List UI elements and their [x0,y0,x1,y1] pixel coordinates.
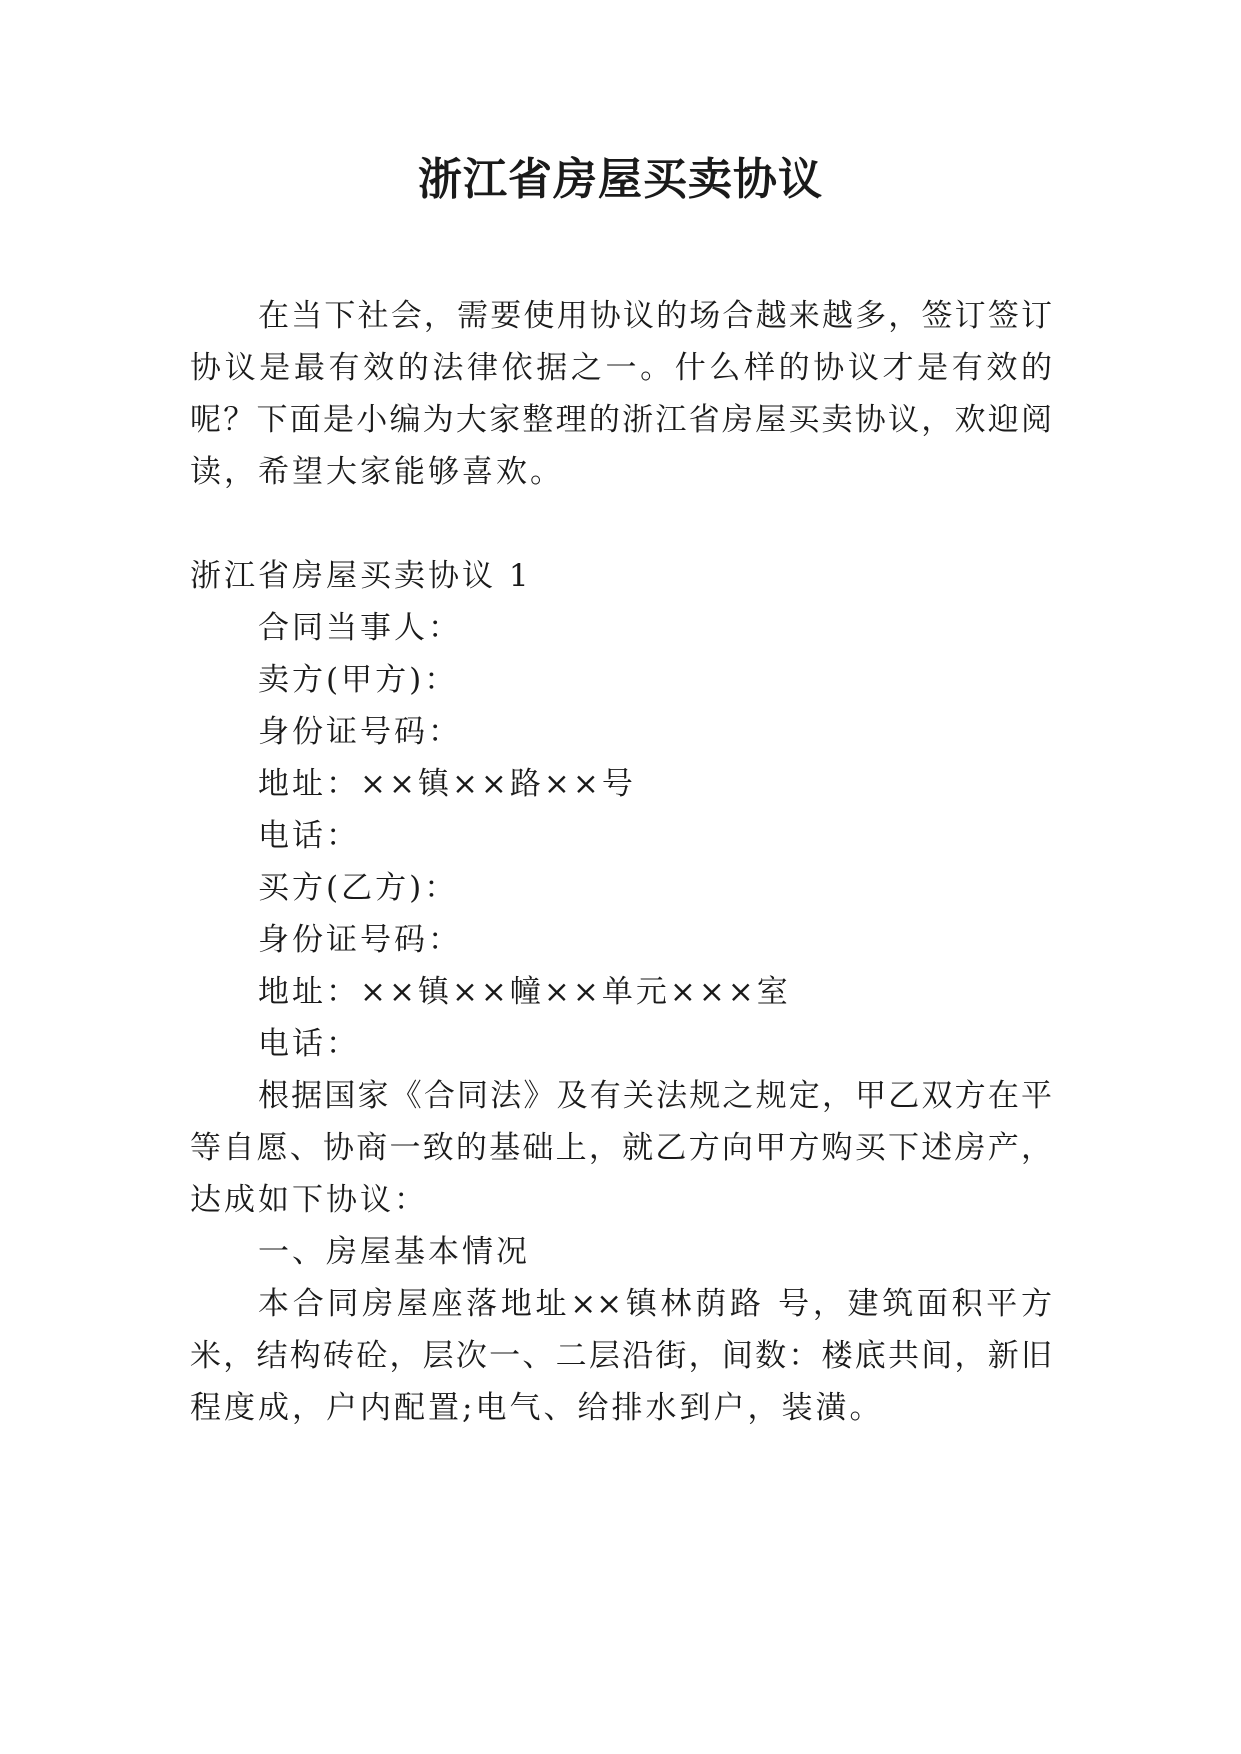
clause-1-heading: 一、房屋基本情况 [258,1234,530,1270]
intro-line-2: 协议是最有效的法律依据之一。什么样的协议才是有效的 [190,350,1052,386]
preamble-line-3: 达成如下协议： [190,1182,428,1218]
intro-line-3: 呢？下面是小编为大家整理的浙江省房屋买卖协议，欢迎阅 [190,402,1052,438]
buyer-label: 买方(乙方)： [258,870,459,906]
intro-line-4: 读，希望大家能够喜欢。 [190,454,564,490]
seller-id-label: 身份证号码： [258,714,462,750]
section-heading: 浙江省房屋买卖协议 1 [190,558,532,594]
seller-phone-label: 电话： [258,818,360,854]
document-title: 浙江省房屋买卖协议 [418,154,823,205]
buyer-phone-label: 电话： [258,1026,360,1062]
clause-1-line-1: 本合同房屋座落地址××镇林荫路 号，建筑面积平方 [258,1286,1052,1322]
clause-1-line-2: 米，结构砖砼，层次一、二层沿街，间数：楼底共间，新旧 [190,1338,1052,1374]
parties-label: 合同当事人： [258,610,462,646]
seller-label: 卖方(甲方)： [258,662,459,698]
clause-1-line-3: 程度成，户内配置;电气、给排水到户，装潢。 [190,1390,884,1426]
intro-line-1: 在当下社会，需要使用协议的场合越来越多，签订签订 [258,298,1052,334]
seller-address: 地址：××镇××路××号 [258,766,636,802]
preamble-line-2: 等自愿、协商一致的基础上，就乙方向甲方购买下述房产， [190,1130,1052,1166]
buyer-address: 地址：××镇××幢××单元×××室 [258,974,791,1010]
buyer-id-label: 身份证号码： [258,922,462,958]
preamble-line-1: 根据国家《合同法》及有关法规之规定，甲乙双方在平 [258,1078,1052,1114]
